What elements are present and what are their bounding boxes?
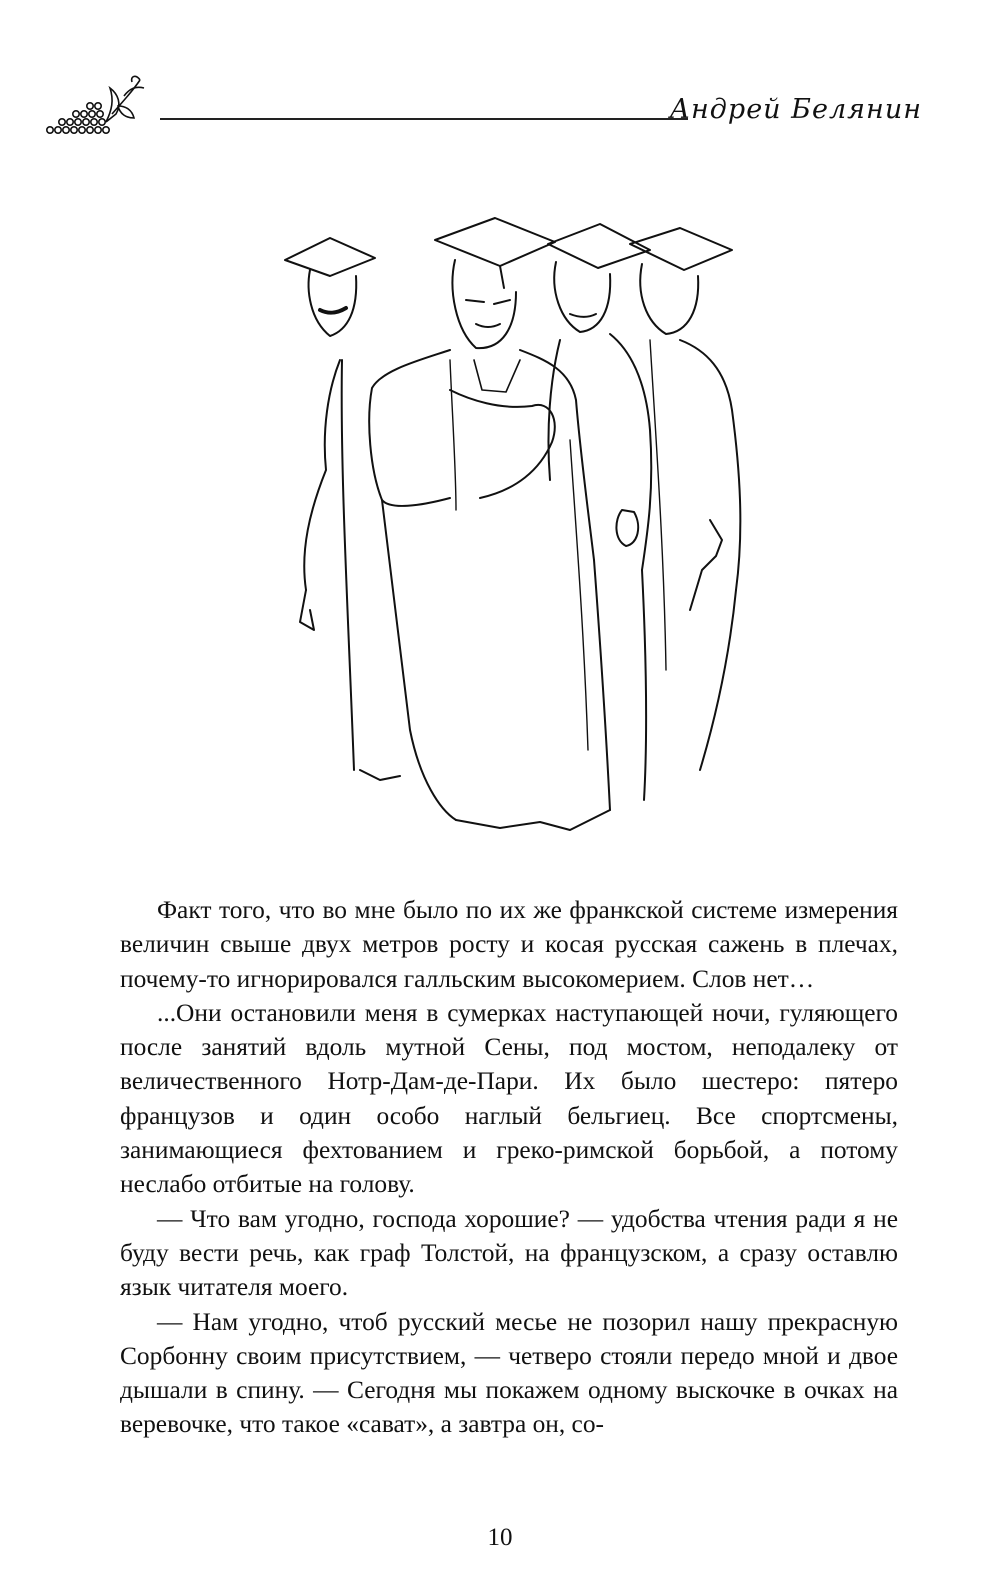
paragraph-3: — Что вам угодно, господа хорошие? — удобства чтения ради я не буду вести речь, как граф Толстой, на французском, а сразу оставлю язык читателя моего.: [120, 1204, 898, 1302]
body-text: [120, 893, 898, 1442]
paragraph-2: ...Они остановили меня в сумерках наступающей ночи, гуляющего после занятий вдоль мутной Сены, под мостом, неподалеку от величественного Нотр-Дам-де-Пари. Их было шестеро: пятеро французов и один особо наглый бельгиец. Все спортсмены, занимающиеся фехтованием и греко-римской борьбой, а потому неслабо отбитые на голову.: [120, 998, 898, 1199]
paragraph-4: — Нам угодно, чтоб русский месье не позорил нашу прекрасную Сорбонну своим присутствием, — четверо стояли передо мной и двое дышали в спину. — Сегодня мы покажем одному выскочке в очках на веревочке, что такое «сават», а завтра он, со-: [120, 1307, 898, 1439]
header-rule: [160, 118, 688, 120]
page-number: 10: [487, 1524, 513, 1551]
running-header-author: Андрей Белянин: [669, 94, 922, 125]
grape-vine-ornament-icon: [40, 70, 150, 136]
paragraph-1: Факт того, что во мне было по их же франкской системе измерения величин свыше двух метров росту и косая русская сажень в плечах, почему-то игнорировался галльским высокомерием. Слов нет…: [120, 896, 898, 993]
running-header: [40, 70, 960, 140]
four-students-in-mortarboards-sketch-icon: [270, 210, 760, 850]
